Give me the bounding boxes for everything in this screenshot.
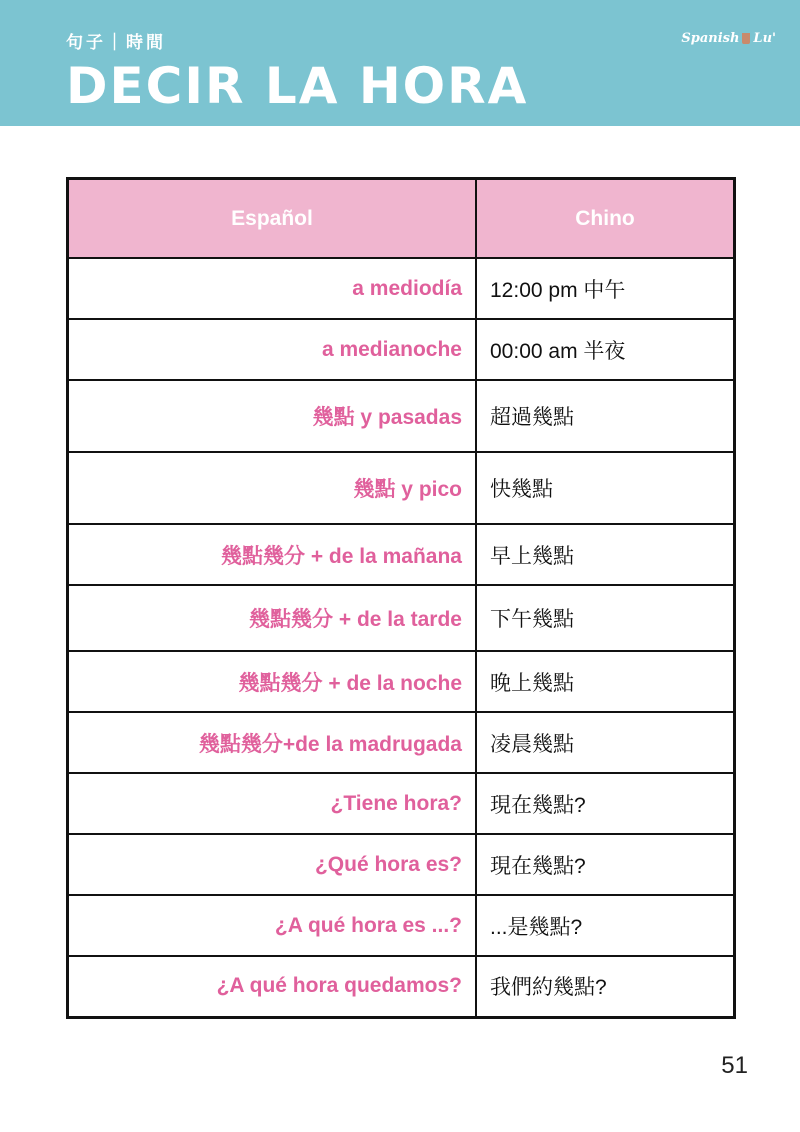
table-row	[68, 773, 735, 834]
spanish-phrase-cell: a mediodía	[68, 258, 477, 319]
chinese-translation-cell: 現在幾點?	[476, 773, 735, 834]
logo-text-left: Spanish	[681, 31, 740, 46]
table-row	[68, 956, 735, 1017]
page-number: 51	[721, 1052, 748, 1079]
spanish-phrase-cell: a medianoche	[68, 319, 477, 380]
cup-icon	[742, 33, 750, 44]
logo-text-right: Lu'	[753, 31, 776, 46]
column-header-spanish: Español	[68, 179, 477, 259]
spanish-phrase-cell: 幾點幾分 + de la tarde	[68, 585, 477, 651]
brand-logo	[681, 31, 776, 46]
table-body	[68, 258, 735, 1017]
table-row	[68, 895, 735, 956]
chinese-translation-cell: 12:00 pm 中午	[476, 258, 735, 319]
table-row	[68, 319, 735, 380]
chinese-translation-cell: 凌晨幾點	[476, 712, 735, 773]
table-row	[68, 834, 735, 895]
table-row	[68, 585, 735, 651]
chinese-translation-cell: 晚上幾點	[476, 651, 735, 712]
chinese-translation-cell: ...是幾點?	[476, 895, 735, 956]
spanish-phrase-cell: 幾點 y pico	[68, 452, 477, 524]
chinese-translation-cell: 現在幾點?	[476, 834, 735, 895]
spanish-phrase-cell: ¿Qué hora es?	[68, 834, 477, 895]
spanish-phrase-cell: ¿A qué hora es ...?	[68, 895, 477, 956]
table-row	[68, 524, 735, 585]
table-header-row	[68, 179, 735, 259]
vocabulary-table	[66, 177, 736, 1019]
page-title: DECIR LA HORA	[66, 57, 529, 115]
chinese-translation-cell: 我們約幾點?	[476, 956, 735, 1017]
section-subtitle: 句子｜時間	[66, 33, 166, 53]
spanish-phrase-cell: 幾點幾分 + de la mañana	[68, 524, 477, 585]
chinese-translation-cell: 快幾點	[476, 452, 735, 524]
table-row	[68, 712, 735, 773]
spanish-phrase-cell: 幾點 y pasadas	[68, 380, 477, 452]
chinese-translation-cell: 超過幾點	[476, 380, 735, 452]
page-header	[0, 0, 800, 126]
chinese-translation-cell: 下午幾點	[476, 585, 735, 651]
spanish-phrase-cell: 幾點幾分+de la madrugada	[68, 712, 477, 773]
spanish-phrase-cell: 幾點幾分 + de la noche	[68, 651, 477, 712]
table-row	[68, 651, 735, 712]
chinese-translation-cell: 00:00 am 半夜	[476, 319, 735, 380]
column-header-chinese: Chino	[476, 179, 735, 259]
table-row	[68, 380, 735, 452]
chinese-translation-cell: 早上幾點	[476, 524, 735, 585]
spanish-phrase-cell: ¿Tiene hora?	[68, 773, 477, 834]
table-row	[68, 452, 735, 524]
spanish-phrase-cell: ¿A qué hora quedamos?	[68, 956, 477, 1017]
table-row	[68, 258, 735, 319]
